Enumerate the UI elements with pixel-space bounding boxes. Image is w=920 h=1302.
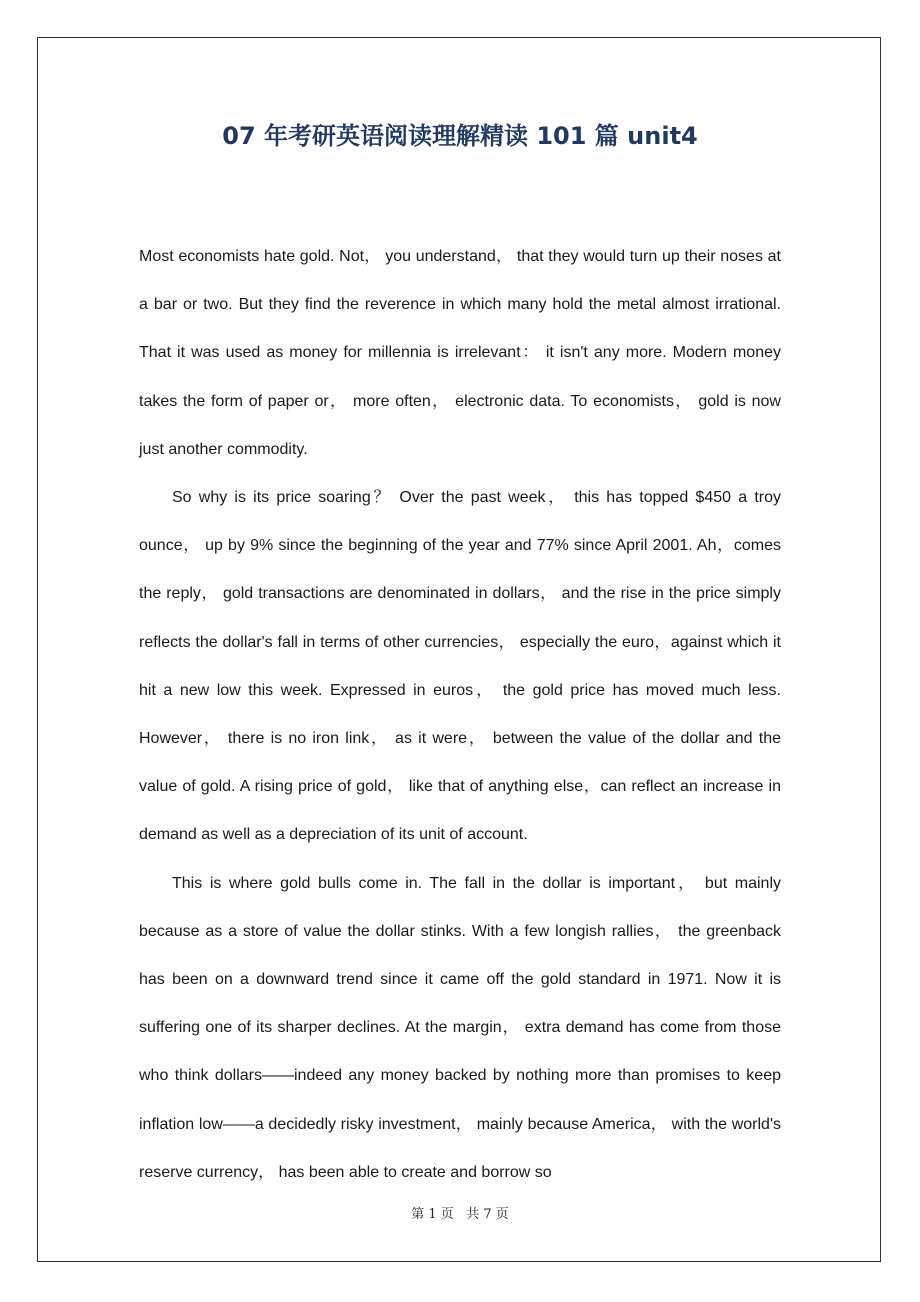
paragraph-2: So why is its price soaring？ Over the past week， this has topped $450 a troy ounce， up by 9% since the beginning of the year and 77% since April 2001. Ah，comes the reply， gold transactions are denominated in dollars， and the rise in the price simply reflects the dollar's fall in terms of other currencies， especially the euro，against which it hit a new low this week. Expressed in euros， the gold price has moved much less. However， there is no iron link， as it were， between the value of the dollar and the value of gold. A rising price of gold， like that of anything else，can reflect an increase in demand as well as a depreciation of its unit of account. [139, 489, 782, 844]
document-title: 07 年考研英语阅读理解精读 101 篇 unit4 [222, 122, 698, 150]
page-number: 第 1 页 [411, 1207, 454, 1222]
document-body [139, 233, 781, 1197]
page-total: 共 7 页 [466, 1207, 509, 1222]
paragraph-1: Most economists hate gold. Not， you understand， that they would turn up their noses at a bar or two. But they find the reverence in which many hold the metal almost irrational. That it was used as money for millennia is irrelevant： it isn't any more. Modern money takes the form of paper or， more often， electronic data. To economists， gold is now just another commodity. [139, 248, 781, 458]
paragraph-3: This is where gold bulls come in. The fall in the dollar is important， but mainly because as a store of value the dollar stinks. With a few longish rallies， the greenback has been on a downward trend since it came off the gold standard in 1971. Now it is suffering one of its sharper declines. At the margin， extra demand has come from those who think dollars——indeed any money backed by nothing more than promises to keep inflation low——a decidedly risky investment， mainly because America， with the world's reserve currency， has been able to create and borrow so [139, 874, 781, 1181]
page-footer [0, 1205, 920, 1225]
